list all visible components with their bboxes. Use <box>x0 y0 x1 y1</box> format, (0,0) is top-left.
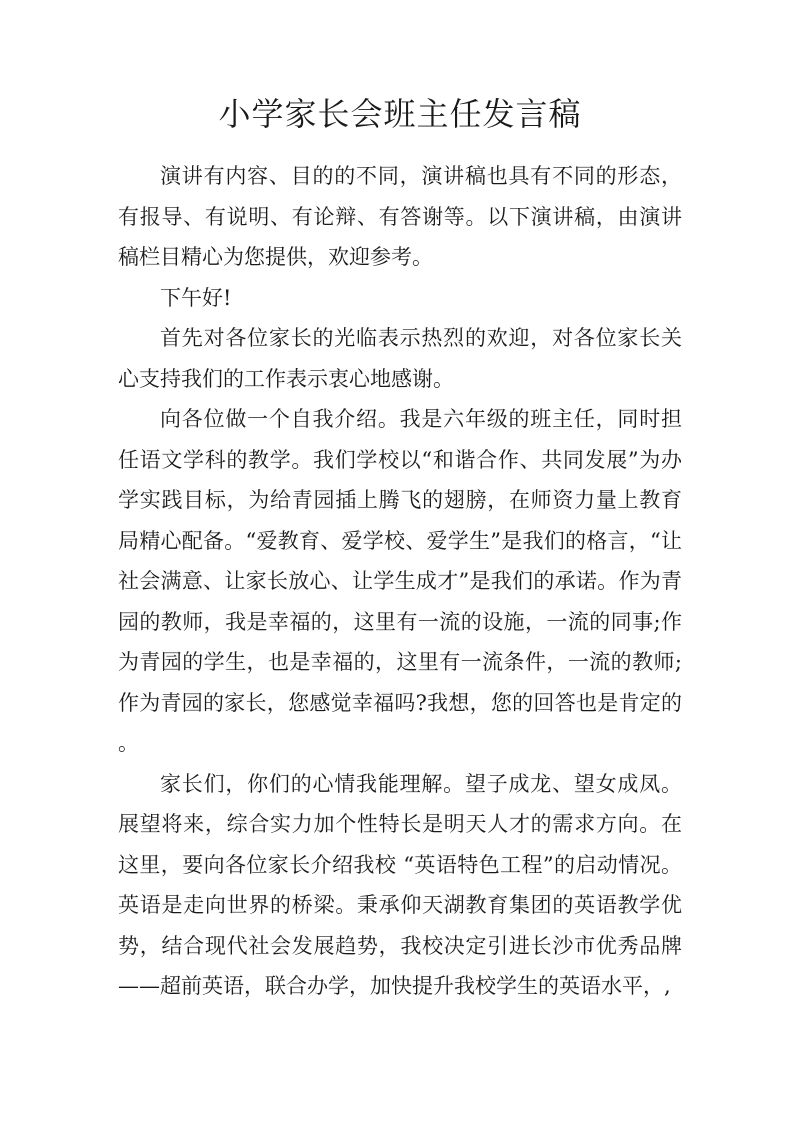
paragraph-english-program: 家长们，你们的心情我能理解。望子成龙、望女成凤。展望将来，综合实力加个性特长是明天人才的需求方向。在这里，要向各位家长介绍我校 “英语特色工程”的启动情况。英语是走向世界的桥梁。秉承仰天湖教育集团的英语教学优势，结合现代社会发展趋势，我校决定引进长沙市优秀品牌——超前英语，联合办学，加快提升我校学生的英语水平，, <box>118 771 682 998</box>
paragraph-welcome: 首先对各位家长的光临表示热烈的欢迎，对各位家长关心支持我们的工作表示衷心地感谢。 <box>118 326 682 391</box>
paragraph-intro: 演讲有内容、目的的不同，演讲稿也具有不同的形态，有报导、有说明、有论辩、有答谢等。以下演讲稿，由演讲稿栏目精心为您提供，欢迎参考。 <box>118 164 682 269</box>
paragraph-greeting: 下午好! <box>160 285 232 310</box>
paragraph-self-introduction: 向各位做一个自我介绍。我是六年级的班主任，同时担任语文学科的教学。我们学校以“和谐合作、共同发展”为办学实践目标，为给青园插上腾飞的翅膀，在师资力量上教育局精心配备。“爱教育、爱学校、爱学生”是我们的格言，“让社会满意、让家长放心、让学生成才”是我们的承诺。作为青园的教师，我是幸福的，这里有一流的设施，一流的同事;作为青园的学生，也是幸福的，这里有一流条件，一流的教师;作为青园的家长，您感觉幸福吗?我想，您的回答也是肯定的。 <box>118 407 682 755</box>
document-title: 小学家长会班主任发言稿 <box>218 95 582 133</box>
